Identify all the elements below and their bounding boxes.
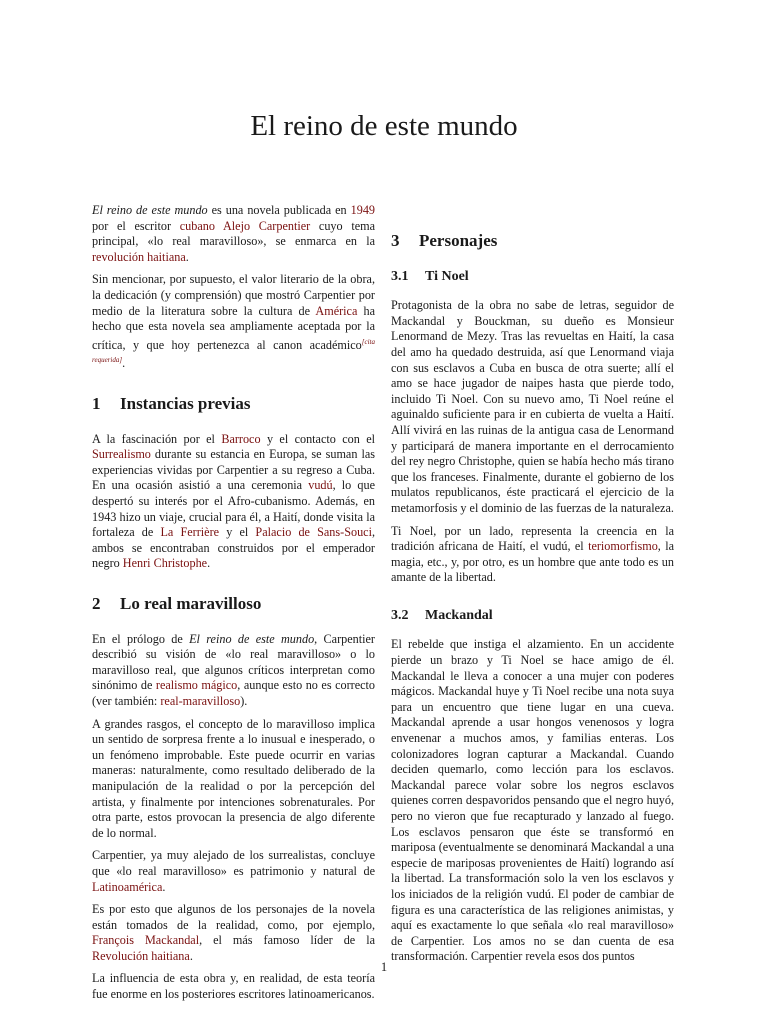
intro-paragraph-2: Sin mencionar, por supuesto, el valor literario de la obra, la dedicación (y comprensión) que mostró Carpentier por medio de la literatura sobre la cultura de América ha hecho que esta novela sea ampliamente aceptada por la crítica, y que hoy pertenezca al canon académico[cita requerida]. xyxy=(92,272,375,371)
link-alejo-carpentier[interactable]: Alejo Carpentier xyxy=(222,218,311,233)
work-title-italic: El reino de este mundo xyxy=(92,203,208,217)
citation-needed-link[interactable]: [cita requerida] xyxy=(92,337,375,365)
real-maravilloso-paragraph-5: La influencia de esta obra y, en realidad, de esta teoría fue enorme en los posteriores escritores latinoamericanos. xyxy=(92,971,375,1002)
link-la-ferriere[interactable]: La Ferrière xyxy=(160,525,220,540)
link-realismo-magico[interactable]: realismo mágico xyxy=(155,678,238,693)
instancias-paragraph: A la fascinación por el Barroco y el contacto con el Surrealismo durante su estancia en Europa, se suman las experiencias vividas por Carpentier a su regreso a Cuba. En una ocasión asistió a una ceremonia vudú, lo que despertó su interés por el Afro-cubanismo. Además, en 1943 hizo un viaje, crucial para él, a Haití, donde visita la fortaleza de La Ferrière y el Palacio de Sans-Souci, ambos se encontraban construidos por el emperador negro Henri Christophe. xyxy=(92,431,376,571)
link-palacio-sans-souci[interactable]: Palacio de Sans-Souci xyxy=(255,525,372,540)
section-heading-personajes: 3 Personajes xyxy=(391,231,498,250)
link-surrealismo[interactable]: Surrealismo xyxy=(92,447,151,462)
ti-noel-paragraph-1: Protagonista de la obra no sabe de letras, seguidor de Mackandal y Bouckman, su dueño es Monsieur Lenormand de Mezy. Tras las revueltas en Haití, la casa del amo ha quedado destruida, así que Lenormand viaja con sus esclavos a Cuba en busca de otra suerte; allí el amo se hace jugador de naipes hasta que pierde todo, incluido Ti Noel. Con su nuevo amo, Ti Noel reúne el aguinaldo suficiente para ir en cubierta de vuelta a Haití. Allí vivirá en las ruinas de la antigua casa de Lenormand y participará de manera importante en el derrocamiento del rey negro Christophe, quien se había hecho más tirano que los franceses. Finalmente, durante el gobierno de los mulatos republicanos, éste practicará el ejercicio de la metamorfosis y el dominio de las fuerzas de la naturaleza. xyxy=(391,298,674,515)
link-real-maravilloso[interactable]: real-maravilloso xyxy=(160,693,241,708)
subsection-heading-ti-noel: 3.1 Ti Noel xyxy=(391,268,469,284)
link-teriomorfismo[interactable]: teriomorfismo xyxy=(588,539,658,554)
ti-noel-paragraph-2: Ti Noel, por un lado, representa la creencia en la tradición africana de Haití, el vudú, el teriomorfismo, la magia, etc., y, por otro, es un hombre que ante todo es un amante de la libertad. xyxy=(391,523,675,585)
real-maravilloso-paragraph-2: A grandes rasgos, el concepto de lo maravilloso implica un sentido de sorpresa frente a lo inusual e inesperado, o un fenómeno improbable. Este puede ocurrir en varias maneras: naturalmente, como resultado deliberado de la manipulación de la realidad o por la percepción del artista, y finalmente por intenciones sobrenaturales. Por otra parte, estos provocan la presencia de algo diferente de lo normal. xyxy=(92,716,375,840)
link-barroco[interactable]: Barroco xyxy=(221,431,261,446)
document-title: El reino de este mundo xyxy=(250,110,518,142)
page-number: 1 xyxy=(380,960,388,974)
link-latinoamerica[interactable]: Latinoamérica xyxy=(92,879,163,894)
mackandal-paragraph: El rebelde que instiga el alzamiento. En un accidente pierde un brazo y Ti Noel se hace amigo de él. Mackandal le lleva a conocer a una mujer con poderes mágicos. Mackandal huye y Ti Noel recibe una nota suya para un encuentro que tiene lugar en una cueva. Mackandal aprende a usar hongos venenosos y logra envenenar a muchos amos, y familias enteras. Los colonizadores logran capturar a Mackandal. Cuando deciden quemarlo, como lección para los esclavos. Mackandal parece volar sobre los negros esclavos quienes corren despavoridos pensando que el negro huyó, pero no vieron que fue recapturado y lanzado al fuego. Los esclavos pensaron que éste se transformó en mariposa (eventualmente se denominará Mackandal a una especie de mariposas provenientes de Haití) logrando así la libertad. La transformación solo la ven los esclavos y los iniciados de la religión vudú. El poder de cambiar de figura es una característica de las religiones animistas, y aquí es exactamente lo que señala «lo real maravilloso» de Carpentier. Los amos no se dan cuenta de esa transformación. Carpentier revela esos dos puntos xyxy=(391,637,674,964)
link-revolucion-haitiana[interactable]: revolución haitiana xyxy=(92,249,186,264)
right-column xyxy=(391,203,674,972)
intro-paragraph-1: El reino de este mundo es una novela publicada en 1949 por el escritor cubano Alejo Carpentier cuyo tema principal, «lo real maravilloso», se enmarca en la revolución haitiana. xyxy=(92,203,375,264)
link-america[interactable]: América xyxy=(315,303,358,318)
link-revolucion-haitiana-2[interactable]: Revolución haitiana xyxy=(92,948,190,963)
real-maravilloso-paragraph-3: Carpentier, ya muy alejado de los surrealistas, concluye que «lo real maravilloso» es patrimonio y natural de Latinoamérica. xyxy=(92,848,375,894)
real-maravilloso-paragraph-1: En el prólogo de El reino de este mundo, Carpentier describió su visión de «lo real maravilloso» o lo maravilloso real, que algunos críticos interpretan como sinónimo de realismo mágico, aunque esto no es correcto (ver también: real-maravilloso). xyxy=(92,631,376,708)
link-cubano[interactable]: cubano xyxy=(179,218,215,233)
link-henri-christophe[interactable]: Henri Christophe xyxy=(122,556,208,571)
link-francois-mackandal[interactable]: François Mackandal xyxy=(92,933,200,948)
subsection-heading-mackandal: 3.2 Mackandal xyxy=(391,607,493,623)
link-1949[interactable]: 1949 xyxy=(350,203,375,217)
link-vudu[interactable]: vudú xyxy=(308,478,333,493)
left-column xyxy=(92,203,375,1010)
section-heading-instancias: 1 Instancias previas xyxy=(92,394,251,414)
section-heading-real-maravilloso: 2 Lo real maravilloso xyxy=(92,594,262,613)
real-maravilloso-paragraph-4: Es por esto que algunos de los personajes de la novela están tomados de la realidad, como, por ejemplo, François Mackandal, el más famoso líder de la Revolución haitiana. xyxy=(92,902,375,963)
